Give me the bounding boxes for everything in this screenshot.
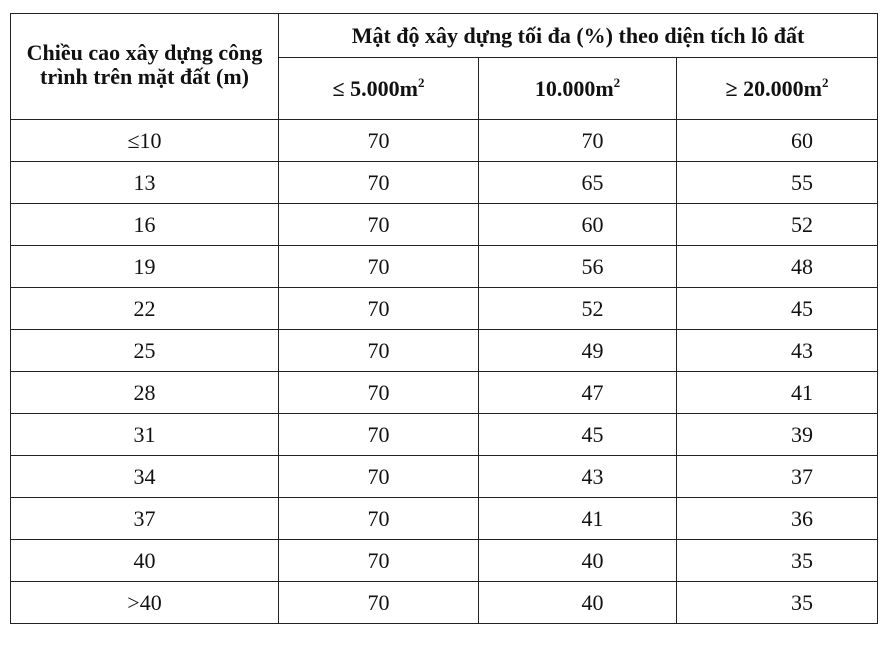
table-row bbox=[11, 372, 878, 414]
cell-density-ge-20000: 41 bbox=[677, 372, 878, 414]
cell-density-le-5000: 70 bbox=[279, 120, 479, 162]
cell-density-10000: 40 bbox=[479, 582, 677, 624]
cell-density-10000: 65 bbox=[479, 162, 677, 204]
cell-height: 28 bbox=[11, 372, 279, 414]
table-row bbox=[11, 414, 878, 456]
table-row bbox=[11, 330, 878, 372]
cell-density-le-5000: 70 bbox=[279, 330, 479, 372]
cell-density-10000: 41 bbox=[479, 498, 677, 540]
cell-density-ge-20000: 43 bbox=[677, 330, 878, 372]
header-area-ge-20000-sup: 2 bbox=[821, 74, 829, 90]
cell-density-ge-20000: 45 bbox=[677, 288, 878, 330]
cell-density-10000: 45 bbox=[479, 414, 677, 456]
cell-density-ge-20000: 48 bbox=[677, 246, 878, 288]
cell-density-le-5000: 70 bbox=[279, 288, 479, 330]
header-area-ge-20000-base: ≥ 20.000m bbox=[725, 75, 822, 101]
header-area-le-5000-sup: 2 bbox=[417, 74, 425, 90]
header-area-10000-sup: 2 bbox=[613, 74, 621, 90]
cell-density-10000: 47 bbox=[479, 372, 677, 414]
header-area-10000 bbox=[479, 58, 677, 120]
cell-density-le-5000: 70 bbox=[279, 162, 479, 204]
header-area-ge-20000 bbox=[677, 58, 878, 120]
table-row bbox=[11, 540, 878, 582]
cell-density-le-5000: 70 bbox=[279, 540, 479, 582]
cell-density-10000: 43 bbox=[479, 456, 677, 498]
cell-height: ≤10 bbox=[11, 120, 279, 162]
cell-density-ge-20000: 52 bbox=[677, 204, 878, 246]
header-density-group: Mật độ xây dựng tối đa (%) theo diện tích lô đất bbox=[279, 14, 878, 58]
header-height: Chiều cao xây dựng công trình trên mặt đất (m) bbox=[11, 14, 279, 120]
cell-density-le-5000: 70 bbox=[279, 582, 479, 624]
cell-density-10000: 70 bbox=[479, 120, 677, 162]
table-row bbox=[11, 120, 878, 162]
table-row bbox=[11, 204, 878, 246]
cell-density-10000: 49 bbox=[479, 330, 677, 372]
density-table-container bbox=[10, 13, 878, 624]
table-row bbox=[11, 288, 878, 330]
cell-density-10000: 60 bbox=[479, 204, 677, 246]
cell-height: 25 bbox=[11, 330, 279, 372]
cell-height: >40 bbox=[11, 582, 279, 624]
cell-density-le-5000: 70 bbox=[279, 246, 479, 288]
cell-density-le-5000: 70 bbox=[279, 498, 479, 540]
density-table bbox=[10, 13, 878, 624]
cell-height: 34 bbox=[11, 456, 279, 498]
cell-height: 16 bbox=[11, 204, 279, 246]
table-row bbox=[11, 456, 878, 498]
header-area-le-5000-base: ≤ 5.000m bbox=[332, 75, 418, 101]
cell-height: 37 bbox=[11, 498, 279, 540]
cell-density-10000: 52 bbox=[479, 288, 677, 330]
header-area-le-5000 bbox=[279, 58, 479, 120]
cell-density-ge-20000: 35 bbox=[677, 582, 878, 624]
cell-density-ge-20000: 39 bbox=[677, 414, 878, 456]
cell-height: 19 bbox=[11, 246, 279, 288]
cell-density-ge-20000: 60 bbox=[677, 120, 878, 162]
cell-density-ge-20000: 36 bbox=[677, 498, 878, 540]
cell-height: 13 bbox=[11, 162, 279, 204]
table-row bbox=[11, 246, 878, 288]
cell-density-10000: 56 bbox=[479, 246, 677, 288]
cell-density-ge-20000: 55 bbox=[677, 162, 878, 204]
cell-height: 40 bbox=[11, 540, 279, 582]
cell-height: 31 bbox=[11, 414, 279, 456]
table-row bbox=[11, 582, 878, 624]
table-row bbox=[11, 498, 878, 540]
cell-density-10000: 40 bbox=[479, 540, 677, 582]
cell-density-le-5000: 70 bbox=[279, 456, 479, 498]
cell-density-le-5000: 70 bbox=[279, 204, 479, 246]
cell-density-ge-20000: 35 bbox=[677, 540, 878, 582]
cell-density-le-5000: 70 bbox=[279, 372, 479, 414]
cell-density-ge-20000: 37 bbox=[677, 456, 878, 498]
header-area-10000-base: 10.000m bbox=[534, 75, 614, 101]
table-row bbox=[11, 162, 878, 204]
cell-height: 22 bbox=[11, 288, 279, 330]
cell-density-le-5000: 70 bbox=[279, 414, 479, 456]
